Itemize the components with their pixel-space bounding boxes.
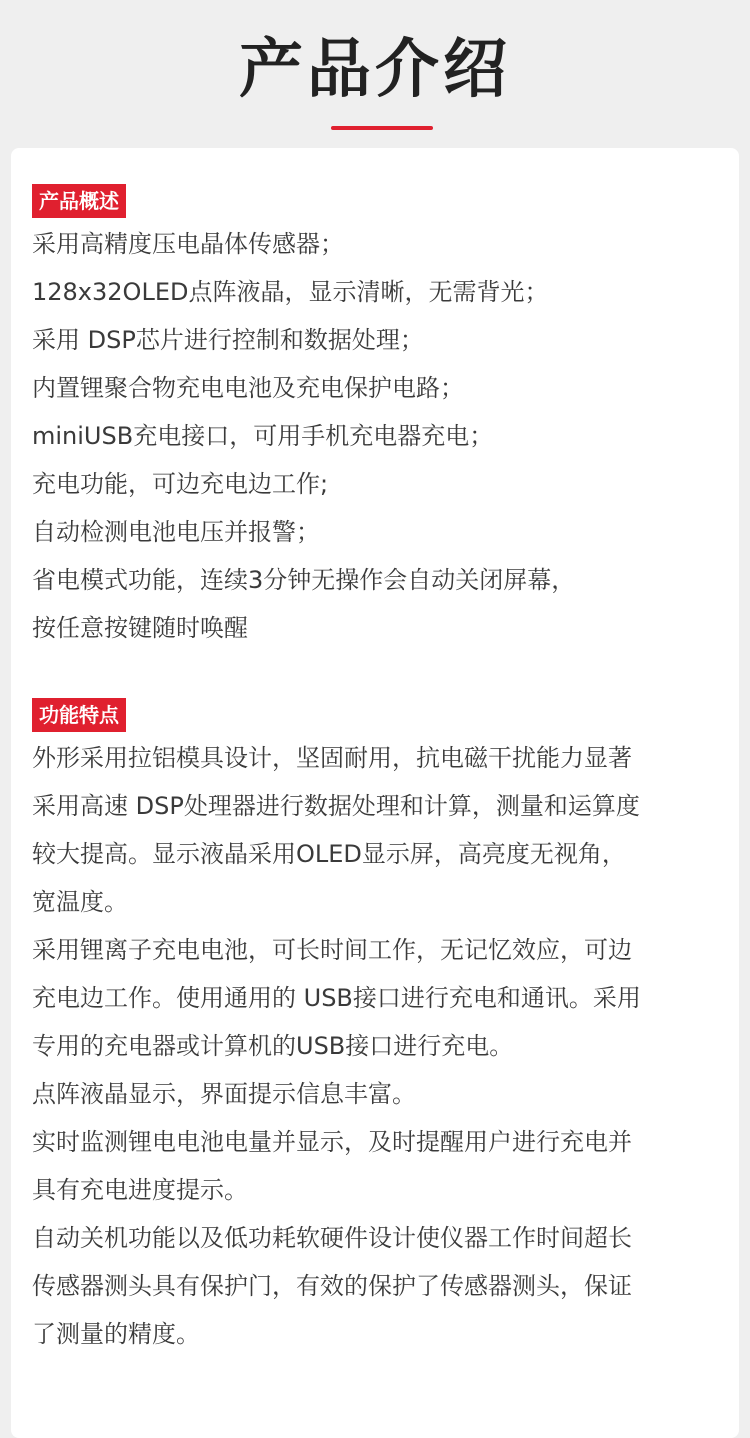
overview-line: 采用 DSP芯片进行控制和数据处理；	[32, 326, 424, 354]
content-card	[11, 148, 739, 1438]
features-lines	[32, 734, 729, 1358]
overview-line: miniUSB充电接口，可用手机充电器充电；	[32, 422, 494, 450]
overview-section	[32, 184, 729, 652]
features-section	[32, 698, 729, 1358]
features-line: 传感器测头具有保护门，有效的保护了传感器测头，保证	[32, 1272, 632, 1300]
overview-line: 充电功能，可边充电边工作;	[32, 470, 329, 498]
features-line: 自动关机功能以及低功耗软硬件设计使仪器工作时间超长	[32, 1224, 632, 1252]
overview-line: 采用高精度压电晶体传感器；	[32, 230, 344, 258]
page-header	[0, 0, 750, 148]
overview-line: 128x32OLED点阵液晶，显示清晰，无需背光；	[32, 278, 549, 306]
features-line: 具有充电进度提示。	[32, 1176, 248, 1204]
features-line: 了测量的精度。	[32, 1320, 200, 1348]
title-underline	[331, 126, 433, 130]
overview-line: 自动检测电池电压并报警；	[32, 518, 320, 546]
overview-lines	[32, 220, 729, 652]
features-line: 宽温度。	[32, 888, 128, 916]
features-line: 专用的充电器或计算机的USB接口进行充电。	[32, 1032, 514, 1060]
features-line: 实时监测锂电电池电量并显示，及时提醒用户进行充电并	[32, 1128, 632, 1156]
overview-line: 按任意按键随时唤醒	[32, 614, 248, 642]
overview-tag: 产品概述	[32, 184, 126, 218]
features-line: 充电边工作。使用通用的 USB接口进行充电和通讯。采用	[32, 984, 641, 1012]
page-title: 产品介绍	[239, 33, 511, 107]
features-line: 外形采用拉铝模具设计，坚固耐用，抗电磁干扰能力显著	[32, 744, 632, 772]
features-line: 较大提高。显示液晶采用OLED显示屏，高亮度无视角，	[32, 840, 626, 868]
features-line: 采用高速 DSP处理器进行数据处理和计算，测量和运算度	[32, 792, 640, 820]
features-line: 点阵液晶显示，界面提示信息丰富。	[32, 1080, 416, 1108]
overview-line: 内置锂聚合物充电电池及充电保护电路；	[32, 374, 464, 402]
features-tag: 功能特点	[32, 698, 126, 732]
overview-line: 省电模式功能，连续3分钟无操作会自动关闭屏幕，	[32, 566, 576, 594]
features-line: 采用锂离子充电电池，可长时间工作，无记忆效应，可边	[32, 936, 632, 964]
